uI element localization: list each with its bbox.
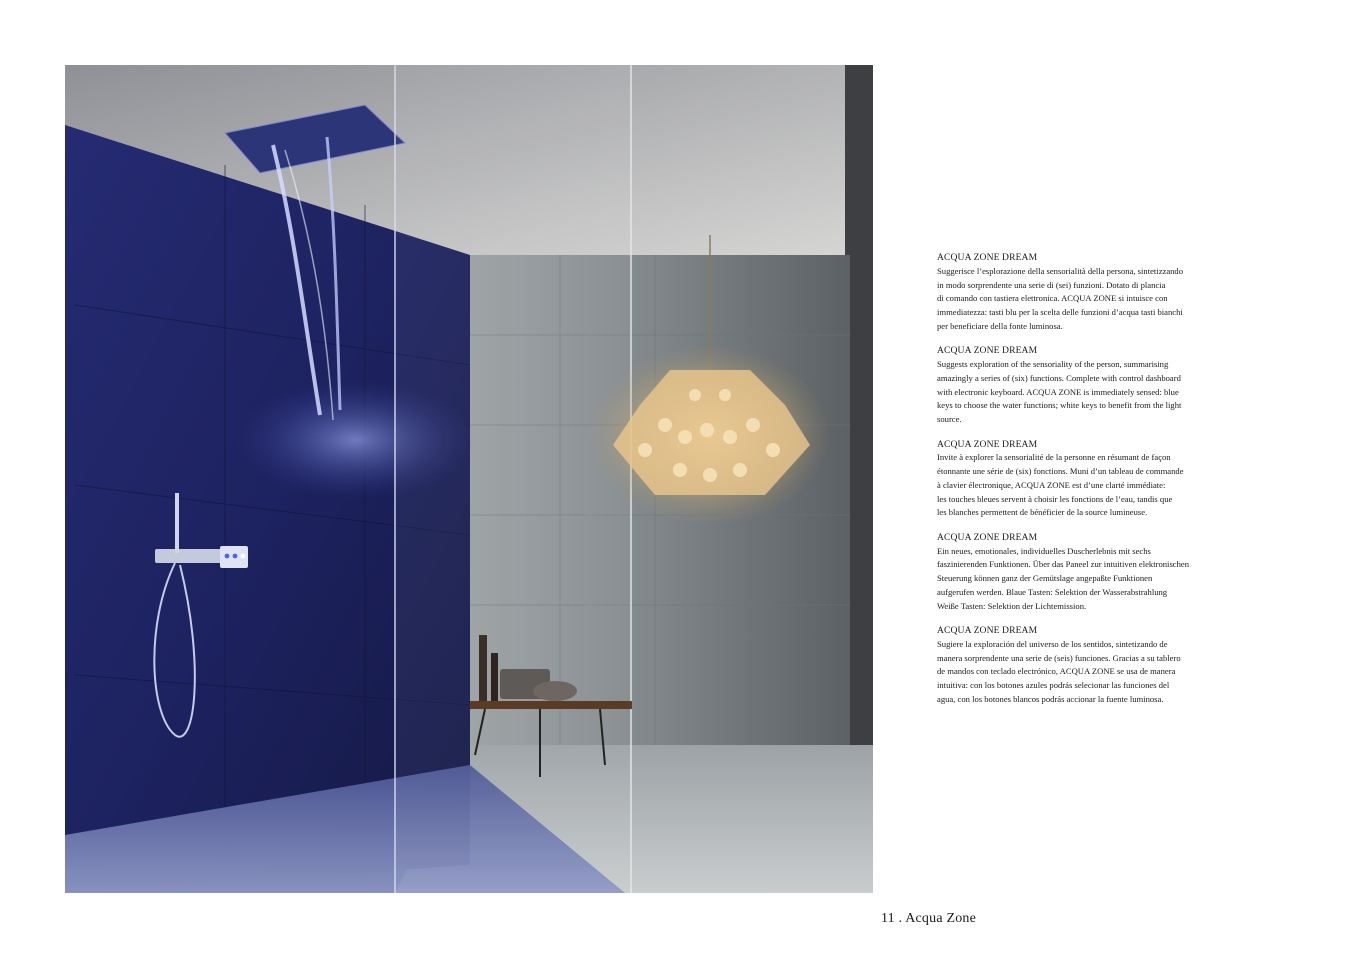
section-title: ACQUA ZONE DREAM: [937, 252, 1038, 263]
product-description-column: [937, 251, 1209, 718]
section-body: [937, 358, 1209, 427]
body-line: immediatezza: tasti blu per la scelta delle funzioni d’acqua tasti bianchi: [937, 306, 1183, 317]
section-title: ACQUA ZONE DREAM: [937, 625, 1038, 637]
body-line: keys to choose the water functions; white keys to benefit from the light: [937, 400, 1182, 411]
body-line: faszinierenden Funktionen. Über das Paneel zur intuitiven elektronischen: [937, 559, 1190, 570]
section-french: [937, 438, 1209, 520]
section-title: ACQUA ZONE DREAM: [937, 438, 1038, 450]
body-line: de mandos con teclado electrónico, ACQUA ZONE se usa de manera: [937, 666, 1176, 677]
section-title: ACQUA ZONE DREAM: [937, 531, 1038, 543]
body-line: manera sorprendente una serie de (seis) funciones. Gracias a su tablero: [937, 652, 1181, 663]
shower-product-photo: [65, 65, 873, 893]
body-line: intuitiva: con los botones azules podrás selecionar las funciones del: [937, 680, 1170, 691]
body-line: à clavier électronique, ACQUA ZONE est d’une clarté immédiate:: [937, 479, 1166, 490]
body-line: Suggests exploration of the sensoriality of the person, summarising: [937, 359, 1169, 370]
body-line: étonnante une série de (six) fonctions. Muni d’un tableau de commande: [937, 466, 1184, 477]
body-line: Suggerisce l’esplorazione della sensorialità della persona, sintetizzando: [937, 265, 1184, 276]
body-line: Sugiere la exploración del universo de los sentidos, sintetizando de: [937, 639, 1168, 650]
body-line: in modo sorprendente una serie di (sei) funzioni. Dotato di plancia: [937, 279, 1166, 290]
body-line: Weiße Tasten: Selektion der Lichtemission.: [937, 600, 1087, 611]
body-line: Steuerung können ganz der Gemütslage angepaßte Funktionen: [937, 573, 1153, 584]
section-body: [937, 265, 1209, 334]
body-line: di comando con tastiera elettronica. ACQUA ZONE si intuisce con: [937, 293, 1168, 304]
section-german: [937, 531, 1209, 613]
section-body: [937, 451, 1209, 520]
body-line: les blanches permettent de bénéficier de la source lumineuse.: [937, 507, 1148, 518]
body-line: aufgerufen werden. Blaue Tasten: Selektion der Wasserabstrahlung: [937, 586, 1168, 597]
section-body: [937, 545, 1209, 614]
section-english: [937, 344, 1209, 426]
section-italian: [937, 251, 1209, 333]
body-line: per beneficiare della fonte luminosa.: [937, 320, 1063, 331]
body-line: Invite à explorer la sensorialité de la personne en résumant de façon: [937, 452, 1171, 463]
body-line: agua, con los botones blancos podrás accionar la fuente luminosa.: [937, 693, 1164, 704]
section-body: [937, 638, 1209, 707]
body-line: Ein neues, emotionales, individuelles Duscherlebnis mit sechs: [937, 545, 1151, 556]
page-footer: 11 . Acqua Zone: [881, 911, 977, 926]
body-line: amazingly a series of (six) functions. Complete with control dashboard: [937, 372, 1181, 383]
body-line: with electronic keyboard. ACQUA ZONE is immediately sensed: blue: [937, 386, 1179, 397]
section-title: ACQUA ZONE DREAM: [937, 345, 1038, 357]
section-spanish: [937, 624, 1209, 706]
body-line: source.: [937, 413, 962, 424]
body-line: les touches bleues servent à choisir les fonctions de l’eau, tandis que: [937, 493, 1173, 504]
